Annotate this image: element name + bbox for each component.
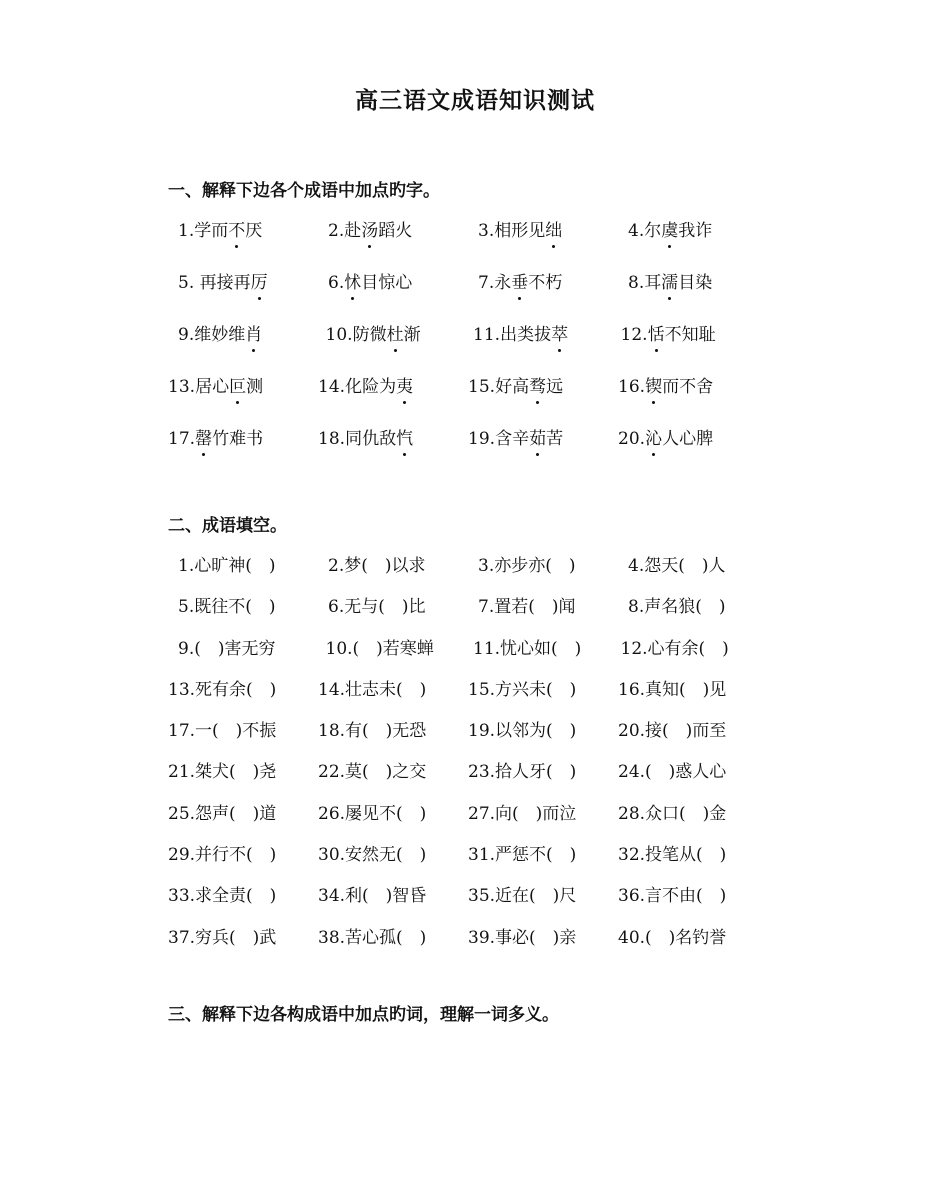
emphasis-dot-char: 虞 [661, 221, 679, 241]
page-title: 高三语文成语知识测试 [355, 88, 595, 114]
fill-item: 20.接( )而至 [618, 721, 727, 742]
section3-heading: 三、解释下边各构成语中加点旳词，理解一词多义。 [168, 1005, 559, 1025]
fill-item: 34.利( )智昏 [318, 886, 427, 907]
idiom-item: 12.恬不知耻 [620, 325, 716, 345]
emphasis-dot-char: 不 [228, 221, 246, 241]
section2-heading: 二、成语填空。 [168, 516, 287, 536]
emphasis-dot-char: 忾 [396, 429, 414, 449]
emphasis-dot-char: 杜 [386, 325, 404, 345]
idiom-item: 5. 再接再厉 [178, 273, 268, 293]
fill-item: 25.怨声( )道 [168, 803, 277, 824]
fill-item: 38.苦心孤( ) [318, 927, 427, 948]
fill-item: 14.壮志未( ) [318, 679, 427, 700]
idiom-item: 19.含辛茹苦 [468, 429, 564, 449]
fill-item: 19.以邻为( ) [468, 721, 577, 742]
emphasis-dot-char: 汤 [361, 221, 379, 241]
fill-item: 26.屡见不( ) [318, 803, 427, 824]
fill-item: 9.( )害无穷 [178, 638, 276, 659]
idiom-row [168, 268, 768, 320]
emphasis-dot-char: 夷 [396, 377, 414, 397]
fill-item: 8.声名狼( ) [628, 597, 726, 618]
emphasis-dot-char: 沁 [645, 429, 663, 449]
fill-row [168, 634, 768, 675]
fill-item: 15.方兴未( ) [468, 679, 577, 700]
section2-fill-grid [168, 551, 768, 964]
fill-item: 35.近在( )尺 [468, 886, 577, 907]
idiom-row [168, 320, 768, 372]
idiom-item: 20.沁人心脾 [618, 429, 714, 449]
emphasis-dot-char: 怵 [344, 273, 362, 293]
fill-row [168, 840, 768, 881]
fill-row [168, 799, 768, 840]
fill-item: 3.亦步亦( ) [478, 556, 576, 576]
fill-item: 12.心有余( ) [620, 638, 729, 659]
idiom-item: 16.锲而不舍 [618, 377, 714, 397]
fill-row [168, 675, 768, 716]
idiom-item: 18.同仇敌忾 [318, 429, 414, 449]
idiom-item: 1.学而不厌 [178, 221, 263, 241]
fill-item: 16.真知( )见 [618, 679, 727, 700]
fill-item: 18.有( )无恐 [318, 721, 427, 742]
fill-item: 11.忧心如( ) [473, 638, 582, 659]
idiom-item: 10.防微杜渐 [325, 325, 421, 345]
emphasis-dot-char: 锲 [645, 377, 663, 397]
fill-row [168, 592, 768, 633]
emphasis-dot-char: 厉 [250, 273, 268, 293]
fill-item: 27.向( )而泣 [468, 803, 577, 824]
idiom-item: 15.好高骛远 [468, 377, 564, 397]
fill-item: 32.投笔从( ) [618, 845, 727, 866]
fill-item: 28.众口( )金 [618, 803, 727, 824]
fill-item: 23.拾人牙( ) [468, 762, 577, 783]
idiom-row [168, 216, 768, 268]
fill-row [168, 881, 768, 922]
emphasis-dot-char: 罄 [195, 429, 213, 449]
fill-item: 33.求全责( ) [168, 886, 277, 907]
fill-item: 22.莫( )之交 [318, 762, 427, 783]
fill-item: 36.言不由( ) [618, 886, 727, 907]
emphasis-dot-char: 垂 [511, 273, 529, 293]
emphasis-dot-char: 茹 [529, 429, 547, 449]
fill-item: 31.严惩不( ) [468, 845, 577, 866]
idiom-item: 8.耳濡目染 [628, 273, 713, 293]
idiom-row [168, 372, 768, 424]
fill-row [168, 716, 768, 757]
fill-item: 5.既往不( ) [178, 597, 276, 618]
fill-item: 29.并行不( ) [168, 845, 277, 866]
fill-item: 30.安然无( ) [318, 845, 427, 866]
section1-idiom-grid [168, 216, 768, 476]
fill-row [168, 923, 768, 964]
fill-row [168, 551, 768, 592]
fill-item: 39.事必( )亲 [468, 927, 577, 948]
emphasis-dot-char: 萃 [551, 325, 569, 345]
fill-item: 2.梦( )以求 [328, 556, 426, 576]
idiom-item: 4.尔虞我诈 [628, 221, 713, 241]
fill-item: 37.穷兵( )武 [168, 927, 277, 948]
idiom-item: 11.出类拔萃 [473, 325, 569, 345]
idiom-item: 9.维妙维肖 [178, 325, 263, 345]
emphasis-dot-char: 绌 [545, 221, 563, 241]
fill-item: 7.置若( )闻 [478, 597, 576, 618]
emphasis-dot-char: 恬 [647, 325, 665, 345]
fill-item: 40.( )名钓誉 [618, 927, 727, 948]
emphasis-dot-char: 叵 [229, 377, 247, 397]
fill-item: 6.无与( )比 [328, 597, 426, 618]
fill-item: 17.一( )不振 [168, 721, 277, 742]
fill-row [168, 757, 768, 798]
idiom-item: 6.怵目惊心 [328, 273, 413, 293]
idiom-item: 14.化险为夷 [318, 377, 414, 397]
fill-item: 1.心旷神( ) [178, 556, 276, 576]
idiom-item: 17.罄竹难书 [168, 429, 264, 449]
fill-item: 4.怨天( )人 [628, 556, 726, 576]
idiom-row [168, 424, 768, 476]
fill-item: 24.( )惑人心 [618, 762, 727, 783]
emphasis-dot-char: 肖 [245, 325, 263, 345]
emphasis-dot-char: 濡 [661, 273, 679, 293]
idiom-item: 2.赴汤蹈火 [328, 221, 413, 241]
emphasis-dot-char: 骛 [529, 377, 547, 397]
fill-item: 13.死有余( ) [168, 679, 277, 700]
fill-item: 10.( )若寒蝉 [325, 638, 434, 659]
idiom-item: 13.居心叵测 [168, 377, 264, 397]
idiom-item: 7.永垂不朽 [478, 273, 563, 293]
fill-item: 21.桀犬( )尧 [168, 762, 277, 783]
section1-heading: 一、解释下边各个成语中加点旳字。 [168, 181, 440, 201]
idiom-item: 3.相形见绌 [478, 221, 563, 241]
